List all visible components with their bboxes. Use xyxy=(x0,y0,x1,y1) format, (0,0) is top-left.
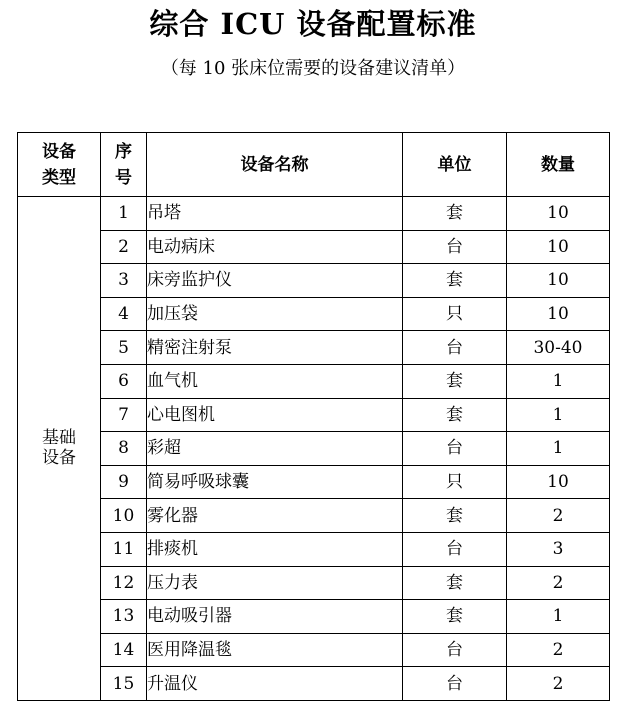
unit-cell: 台 xyxy=(403,331,507,365)
header-equipment-type: 设备 类型 xyxy=(18,133,101,197)
unit-cell: 套 xyxy=(403,398,507,432)
unit-cell: 台 xyxy=(403,633,507,667)
seq-cell: 2 xyxy=(101,230,147,264)
unit-cell: 套 xyxy=(403,566,507,600)
table-row xyxy=(18,264,610,298)
seq-cell: 12 xyxy=(101,566,147,600)
table-row xyxy=(18,499,610,533)
quantity-cell: 1 xyxy=(507,432,610,466)
equipment-name-cell: 简易呼吸球囊 xyxy=(147,465,403,499)
unit-cell: 套 xyxy=(403,499,507,533)
group-basic-equipment: 基础 设备 xyxy=(18,197,101,701)
table-row xyxy=(18,230,610,264)
table-row xyxy=(18,297,610,331)
table-row xyxy=(18,398,610,432)
seq-cell: 11 xyxy=(101,532,147,566)
table-row xyxy=(18,197,610,231)
seq-cell: 14 xyxy=(101,633,147,667)
unit-cell: 台 xyxy=(403,667,507,701)
equipment-name-cell: 医用降温毯 xyxy=(147,633,403,667)
quantity-cell: 10 xyxy=(507,197,610,231)
equipment-name-cell: 加压袋 xyxy=(147,297,403,331)
quantity-cell: 10 xyxy=(507,465,610,499)
seq-cell: 15 xyxy=(101,667,147,701)
unit-cell: 套 xyxy=(403,264,507,298)
table-row xyxy=(18,465,610,499)
seq-cell: 7 xyxy=(101,398,147,432)
equipment-name-cell: 彩超 xyxy=(147,432,403,466)
seq-cell: 6 xyxy=(101,364,147,398)
equipment-name-cell: 电动吸引器 xyxy=(147,600,403,634)
unit-cell: 套 xyxy=(403,364,507,398)
seq-cell: 4 xyxy=(101,297,147,331)
quantity-cell: 2 xyxy=(507,499,610,533)
equipment-name-cell: 床旁监护仪 xyxy=(147,264,403,298)
unit-cell: 套 xyxy=(403,197,507,231)
equipment-table xyxy=(17,132,610,701)
quantity-cell: 10 xyxy=(507,230,610,264)
table-row xyxy=(18,633,610,667)
quantity-cell: 1 xyxy=(507,600,610,634)
table-row xyxy=(18,600,610,634)
equipment-name-cell: 压力表 xyxy=(147,566,403,600)
equipment-name-cell: 吊塔 xyxy=(147,197,403,231)
unit-cell: 台 xyxy=(403,230,507,264)
equipment-name-cell: 雾化器 xyxy=(147,499,403,533)
table-row xyxy=(18,364,610,398)
seq-cell: 1 xyxy=(101,197,147,231)
quantity-cell: 1 xyxy=(507,364,610,398)
header-quantity: 数量 xyxy=(507,133,610,197)
quantity-cell: 2 xyxy=(507,633,610,667)
equipment-name-cell: 心电图机 xyxy=(147,398,403,432)
quantity-cell: 1 xyxy=(507,398,610,432)
equipment-name-cell: 血气机 xyxy=(147,364,403,398)
seq-cell: 5 xyxy=(101,331,147,365)
seq-cell: 13 xyxy=(101,600,147,634)
quantity-cell: 3 xyxy=(507,532,610,566)
quantity-cell: 2 xyxy=(507,667,610,701)
quantity-cell: 2 xyxy=(507,566,610,600)
seq-cell: 10 xyxy=(101,499,147,533)
unit-cell: 台 xyxy=(403,432,507,466)
seq-cell: 9 xyxy=(101,465,147,499)
equipment-name-cell: 排痰机 xyxy=(147,532,403,566)
table-row xyxy=(18,667,610,701)
quantity-cell: 10 xyxy=(507,297,610,331)
page-title: 综合 ICU 设备配置标准 xyxy=(149,7,477,41)
unit-cell: 只 xyxy=(403,465,507,499)
quantity-cell: 10 xyxy=(507,264,610,298)
table-row xyxy=(18,532,610,566)
equipment-name-cell: 精密注射泵 xyxy=(147,331,403,365)
equipment-name-cell: 升温仪 xyxy=(147,667,403,701)
unit-cell: 套 xyxy=(403,600,507,634)
unit-cell: 台 xyxy=(403,532,507,566)
header-equipment-name: 设备名称 xyxy=(147,133,403,197)
equipment-name-cell: 电动病床 xyxy=(147,230,403,264)
table-row xyxy=(18,331,610,365)
seq-cell: 3 xyxy=(101,264,147,298)
quantity-cell: 30-40 xyxy=(507,331,610,365)
header-unit: 单位 xyxy=(403,133,507,197)
unit-cell: 只 xyxy=(403,297,507,331)
header-sequence: 序 号 xyxy=(101,133,147,197)
seq-cell: 8 xyxy=(101,432,147,466)
table-row xyxy=(18,566,610,600)
table-row xyxy=(18,432,610,466)
page-subtitle: （每 10 张床位需要的设备建议清单） xyxy=(160,58,466,79)
table-header-row xyxy=(18,133,610,197)
